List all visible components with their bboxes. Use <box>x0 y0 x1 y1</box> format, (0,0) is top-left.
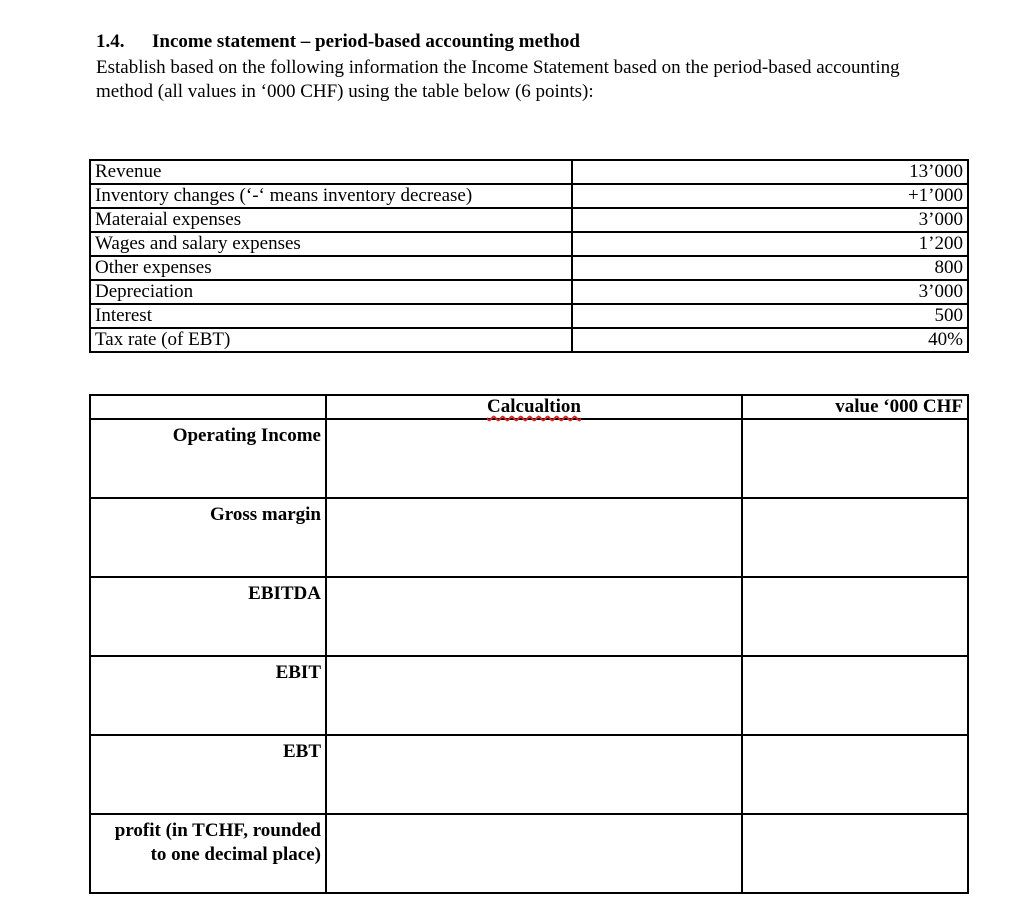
value-cell[interactable] <box>742 498 968 577</box>
calculation-cell[interactable] <box>326 419 742 498</box>
value-header: value ‘000 CHF <box>742 395 968 419</box>
table-row: EBT <box>90 735 968 814</box>
calculation-header: Calcualtion <box>326 395 742 419</box>
income-statement-table <box>89 394 969 894</box>
input-data-table <box>89 159 969 353</box>
calculation-cell[interactable] <box>326 577 742 656</box>
table-row: Gross margin <box>90 498 968 577</box>
value-cell[interactable] <box>742 814 968 893</box>
table-row: Materaial expenses 3’000 <box>90 208 968 232</box>
calculation-cell[interactable] <box>326 656 742 735</box>
instructions: Establish based on the following information the Income Statement based on the period-based accounting method (all values in ‘000 CHF) using the table below (6 points): <box>96 57 900 102</box>
table-row: Tax rate (of EBT) 40% <box>90 328 968 352</box>
value-cell[interactable] <box>742 419 968 498</box>
header-row <box>90 395 968 419</box>
table-row: Other expenses 800 <box>90 256 968 280</box>
table-row: Operating Income <box>90 419 968 498</box>
calculation-cell[interactable] <box>326 814 742 893</box>
section-heading: 1.4. Income statement – period-based accounting method <box>96 31 581 52</box>
table-row: Depreciation 3’000 <box>90 280 968 304</box>
table-row: profit (in TCHF, rounded to one decimal place) <box>90 814 968 893</box>
table-row: EBITDA <box>90 577 968 656</box>
table-row: Interest 500 <box>90 304 968 328</box>
value-cell[interactable] <box>742 577 968 656</box>
value-cell[interactable] <box>742 656 968 735</box>
table-row: Wages and salary expenses 1’200 <box>90 232 968 256</box>
calculation-cell[interactable] <box>326 735 742 814</box>
calculation-cell[interactable] <box>326 498 742 577</box>
value-cell[interactable] <box>742 735 968 814</box>
table-row: EBIT <box>90 656 968 735</box>
table-row: Inventory changes (‘-‘ means inventory decrease) +1’000 <box>90 184 968 208</box>
table-row: Revenue 13’000 <box>90 160 968 184</box>
